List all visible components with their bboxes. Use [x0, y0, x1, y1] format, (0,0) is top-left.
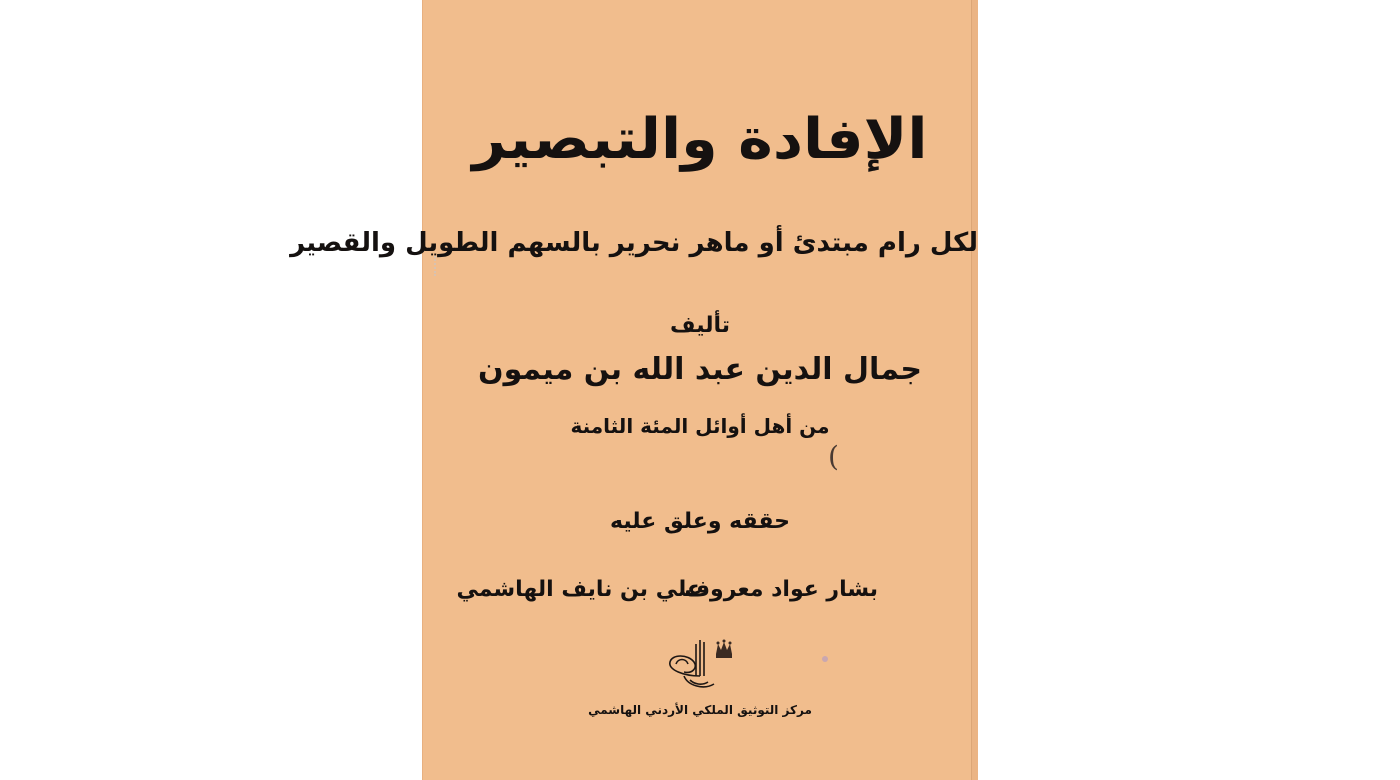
book-cover	[290, 0, 978, 780]
tughra-icon	[670, 640, 714, 687]
paren-mark: (	[828, 440, 839, 473]
book-subtitle: لكل رام مبتدئ أو ماهر نحرير بالسهم الطويل والقصير	[290, 228, 978, 258]
edited-label: حققه وعلق عليه	[609, 509, 791, 534]
author-name: جمال الدين عبد الله بن ميمون	[477, 352, 923, 387]
author-era: من أهل أوائل المئة الثامنة	[570, 414, 830, 438]
editors-row	[422, 568, 978, 612]
authored-label: تأليف	[670, 313, 730, 338]
editor-name: علي بن نايف الهاشمي	[456, 577, 702, 602]
crown-icon	[716, 640, 732, 659]
decorative-dot	[822, 656, 828, 662]
publisher-name: مركز التوثيق الملكي الأردني الهاشمي	[588, 703, 812, 717]
editor-name: بشار عواد معروف	[684, 577, 878, 602]
crown-tughra-emblem-icon	[664, 636, 740, 696]
book-title: الإفادة والتبصير	[472, 107, 928, 172]
